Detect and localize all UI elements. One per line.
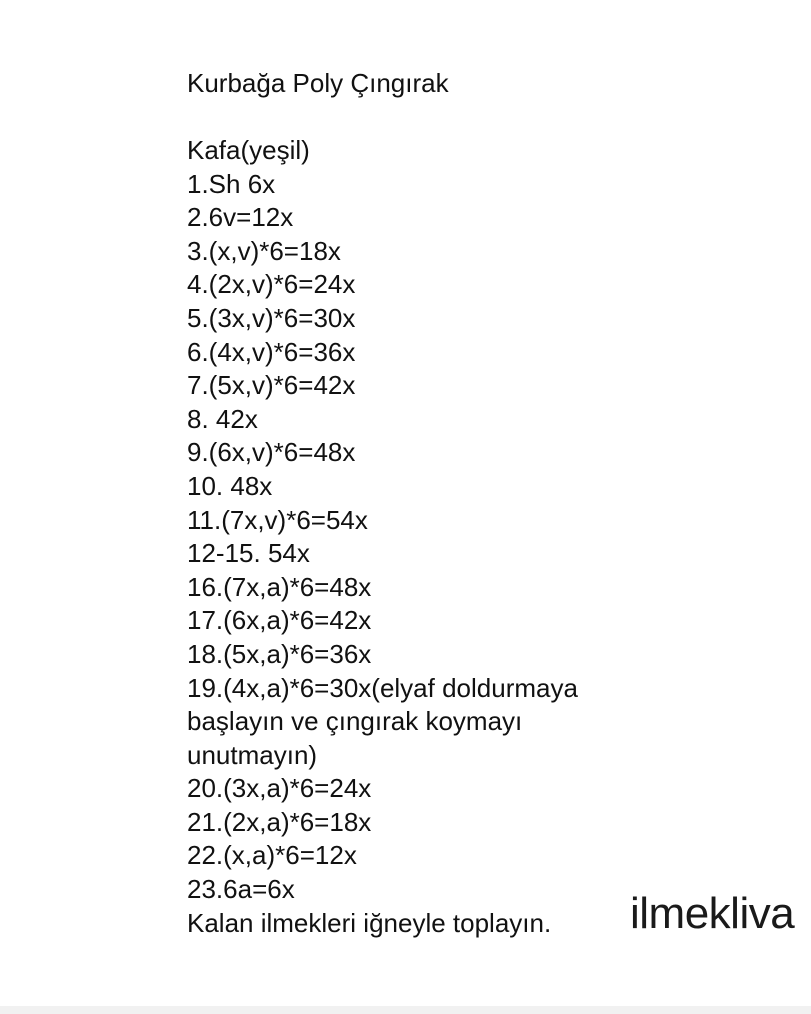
- pattern-row: 5.(3x,v)*6=30x: [187, 302, 356, 333]
- pattern-row: 2.6v=12x: [187, 202, 294, 233]
- pattern-row: 6.(4x,v)*6=36x: [187, 336, 356, 367]
- watermark: ilmekliva: [630, 889, 795, 938]
- bottom-bar: [0, 1006, 811, 1014]
- pattern-row: 10. 48x: [187, 470, 273, 501]
- pattern-row: 17.(6x,a)*6=42x: [187, 605, 372, 636]
- pattern-row: 8. 42x: [187, 403, 258, 434]
- pattern-row: 3.(x,v)*6=18x: [187, 235, 341, 266]
- pattern-row: 19.(4x,a)*6=30x(elyaf doldurmaya: [187, 672, 578, 703]
- pattern-row: 22.(x,a)*6=12x: [187, 840, 357, 871]
- pattern-row-continuation: unutmayın): [187, 739, 318, 770]
- document-title: Kurbağa Poly Çıngırak: [187, 68, 449, 98]
- pattern-row: 1.Sh 6x: [187, 168, 276, 199]
- pattern-row: 18.(5x,a)*6=36x: [187, 638, 372, 669]
- pattern-row: 9.(6x,v)*6=48x: [187, 437, 356, 468]
- pattern-row: 4.(2x,v)*6=24x: [187, 269, 356, 300]
- closing-instruction: Kalan ilmekleri iğneyle toplayın.: [187, 907, 552, 938]
- pattern-row: 16.(7x,a)*6=48x: [187, 571, 372, 602]
- pattern-row: 21.(2x,a)*6=18x: [187, 806, 372, 837]
- pattern-row: 11.(7x,v)*6=54x: [187, 504, 368, 535]
- pattern-row: 12-15. 54x: [187, 538, 310, 569]
- section-heading: Kafa(yeşil): [187, 135, 310, 165]
- section-spacer: [187, 100, 787, 134]
- pattern-row-continuation: başlayın ve çıngırak koymayı: [187, 706, 523, 737]
- pattern-document: [187, 66, 787, 940]
- pattern-row: 7.(5x,v)*6=42x: [187, 370, 356, 401]
- pattern-row: 20.(3x,a)*6=24x: [187, 773, 372, 804]
- pattern-row: 23.6a=6x: [187, 874, 295, 905]
